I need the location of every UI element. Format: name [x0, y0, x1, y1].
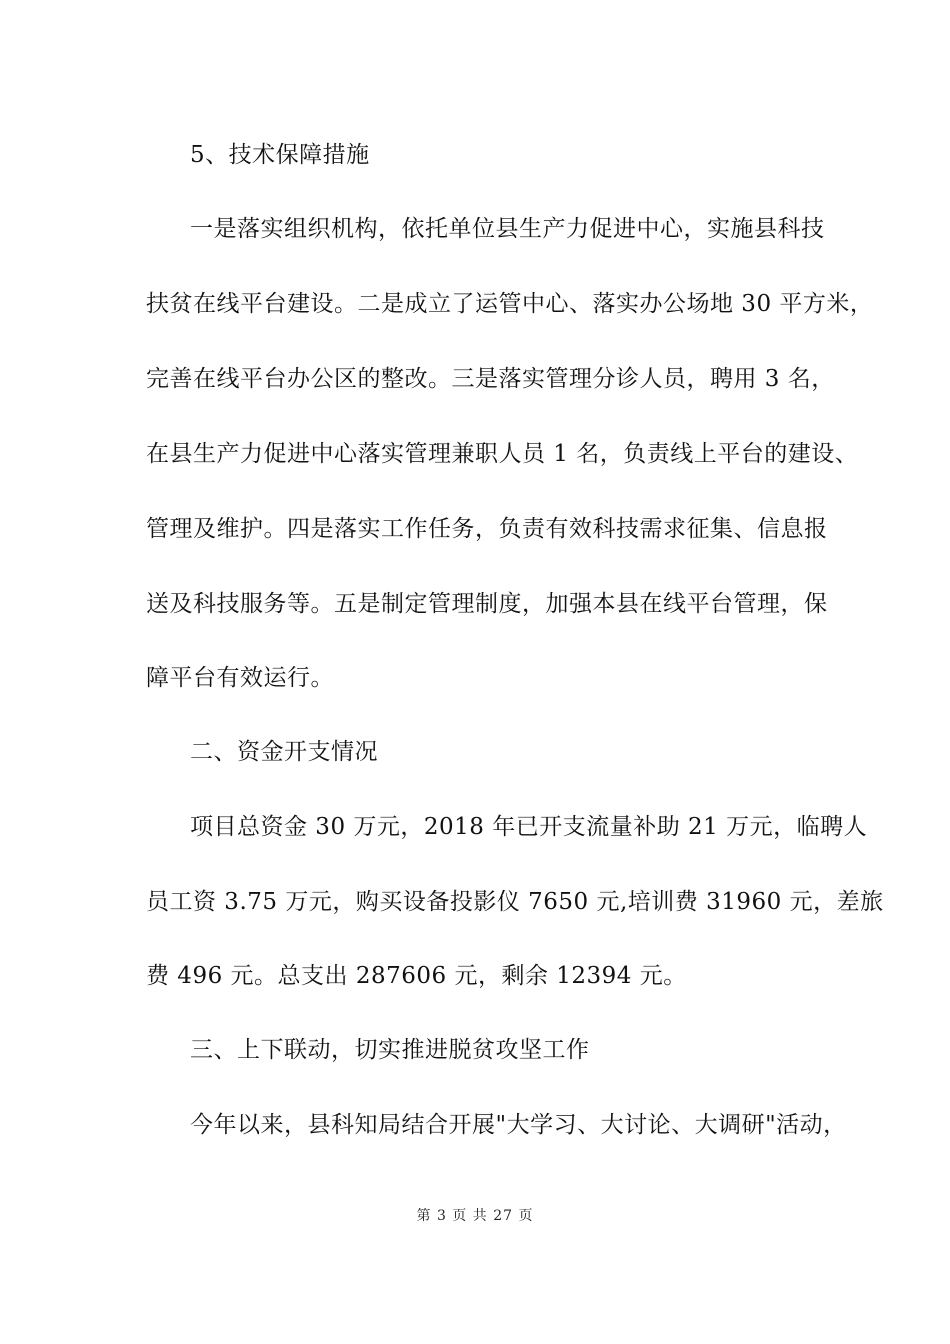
paragraph-line: 费 496 元。总支出 287606 元，剩余 12394 元。 [146, 963, 687, 989]
paragraph-line: 今年以来，县科知局结合开展"大学习、大讨论、大调研"活动， [190, 1112, 847, 1138]
section-heading-poverty: 三、上下联动，切实推进脱贫攻坚工作 [190, 1037, 590, 1063]
paragraph-line: 员工资 3.75 万元，购买设备投影仪 7650 元,培训费 31960 元，差旅 [146, 889, 884, 915]
section-heading-funding: 二、资金开支情况 [190, 739, 378, 765]
paragraph-line: 送及科技服务等。五是制定管理制度，加强本县在线平台管理，保 [146, 591, 828, 617]
paragraph-line: 管理及维护。四是落实工作任务，负责有效科技需求征集、信息报 [146, 516, 828, 542]
section-heading-tech-measures: 5、技术保障措施 [190, 142, 370, 168]
paragraph-line: 障平台有效运行。 [146, 665, 334, 691]
paragraph-line: 完善在线平台办公区的整改。三是落实管理分诊人员，聘用 3 名， [146, 366, 835, 392]
paragraph-line: 在县生产力促进中心落实管理兼职人员 1 名，负责线上平台的建设、 [146, 441, 859, 467]
paragraph-line: 项目总资金 30 万元，2018 年已开支流量补助 21 万元，临聘人 [190, 814, 868, 840]
paragraph-line: 扶贫在线平台建设。二是成立了运管中心、落实办公场地 30 平方米， [146, 291, 874, 317]
paragraph-line: 一是落实组织机构，依托单位县生产力促进中心，实施县科技 [190, 216, 825, 242]
page-number-footer: 第 3 页 共 27 页 [416, 1208, 534, 1224]
